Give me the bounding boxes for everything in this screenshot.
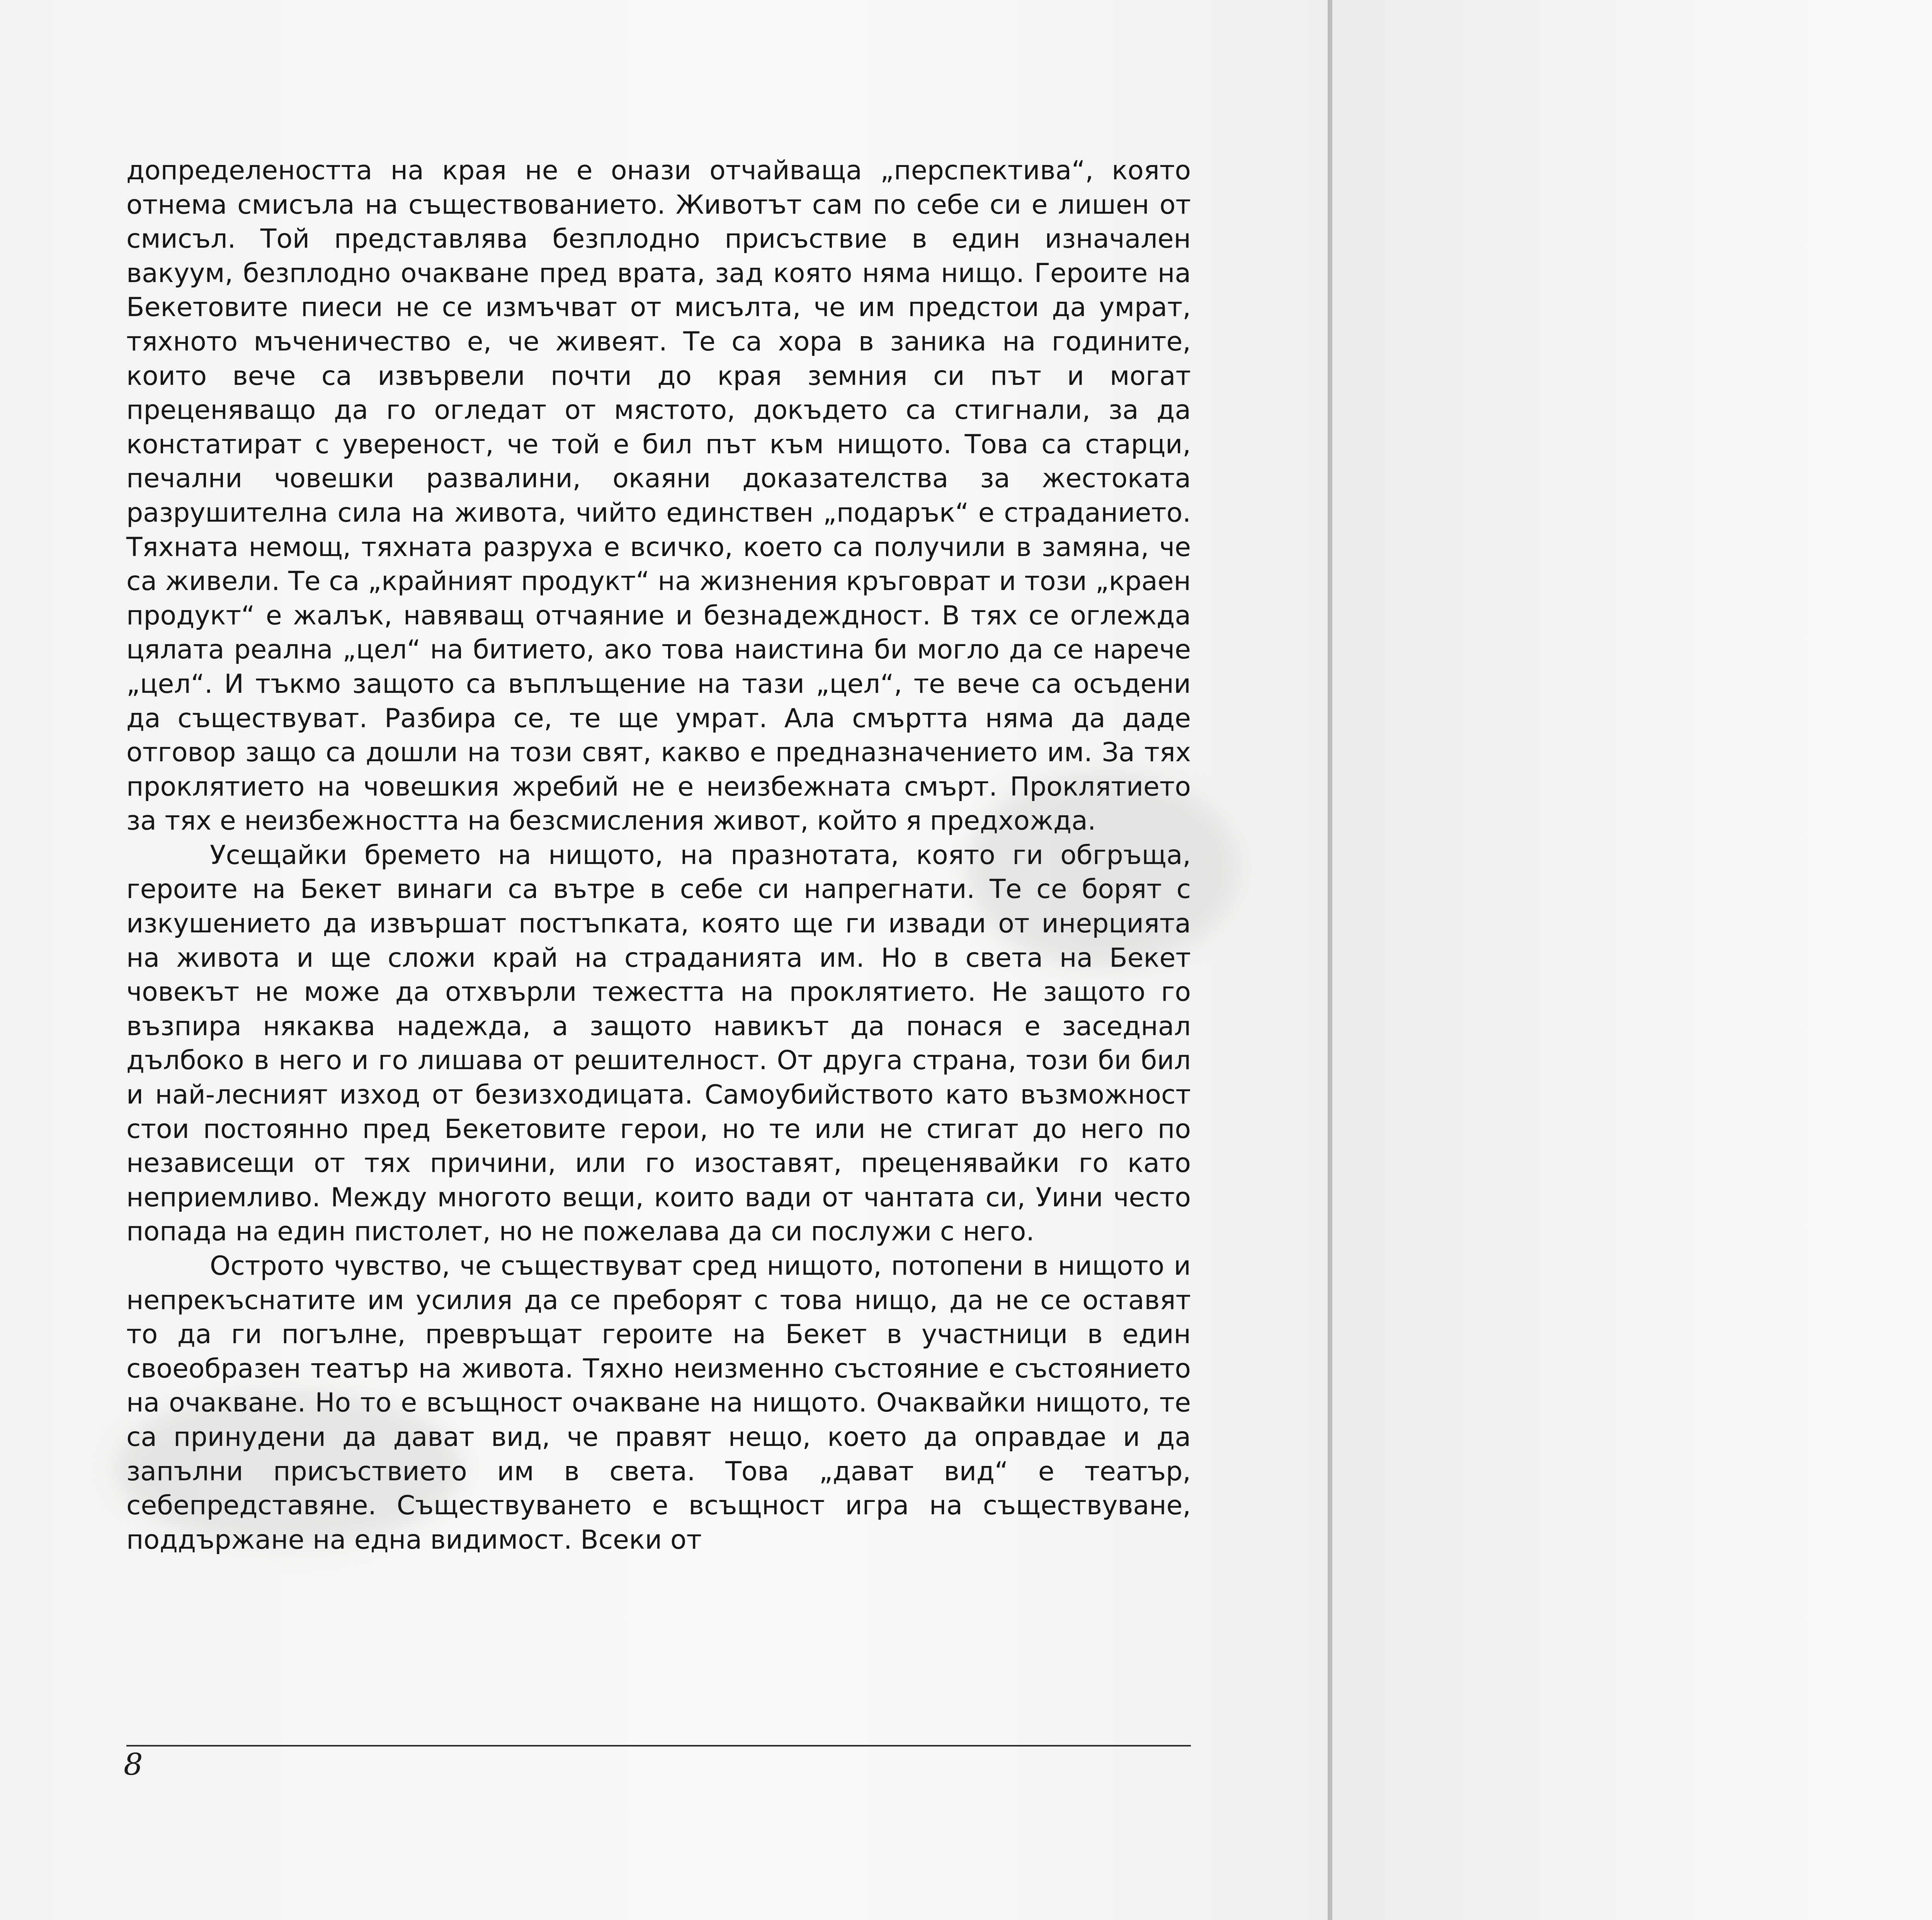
paragraph: Острото чувство, че съществуват сред нищото, потопени в нищото и непрекъснатите им усилия да се преборят с това нищо, да не се оставят то да ги погълне, превръщат героите на Бекет в участници в един своеобразен театър на живота. Тяхно неизменно състояние е състоянието на очакване. Но то е всъщност очакване на нищото. Очаквайки нищото, те са принудени да дават вид, че правят нещо, което да оправдае и да запълни присъствието им в света. Това „дават вид“ е театър, себепредставяне. Съществуването е всъщност игра на съществуване, поддържане на една видимост. Всеки от (126, 1251, 1191, 1555)
left-page-text (126, 154, 1191, 1557)
paragraph: Усещайки бремето на нищото, на празнотата, която ги обгръща, героите на Бекет винаги са вътре в себе си напрегнати. Те се борят с изкушението да извършат постъпката, която ще ги извади от инерцията на живота и ще сложи край на страданията им. Но в света на Бекет човекът не може да отхвърли тежестта на проклятието. Не защото го възпира някаква надежда, а защото навикът да понася е заседнал дълбоко в него и го лишава от решителност. От друга страна, този би бил и най-лесният изход от безизходицата. Самоубийството като възможност стои постоянно пред Бекетовите герои, но те или не стигат до него по независещи от тях причини, или го изоставят, преценявайки го като неприемливо. Между многото вещи, които вади от чантата си, Уини често попада на един пистолет, но не пожелава да си послужи с него. (126, 840, 1191, 1247)
paragraph: допределеността на края не е онази отчайваща „перспектива“, която отнема смисъла на съществованието. Животът сам по себе си е лишен от смисъл. Той представлява безплодно присъствие в един изначален вакуум, безплодно очакване пред врата, зад която няма нищо. Героите на Бекетовите пиеси не се измъчват от мисълта, че им предстои да умрат, тяхното мъченичество е, че живеят. Те са хора в заника на годините, които вече са извървели почти до края земния си път и могат преценяващо да го огледат от мястото, докъдето са стигнали, за да констатират с увереност, че той е бил път към нищото. Това са старци, печални човешки развалини, окаяни доказателства за жестоката разрушителна сила на живота, чийто единствен „подарък“ е страданието. Тяхната немощ, тяхната разруха е всичко, което са получили в замяна, че са живели. Те са „крайният продукт“ на жизнения кръговрат и този „краен продукт“ е жалък, навяващ отчаяние и безнадеждност. В тях се оглежда цялата реална „цел“ на битието, ако това наистина би могло да се нарече „цел“. И тъкмо защото са въплъщение на тази „цел“, те вече са осъдени да съществуват. Разбира се, те ще умрат. Ала смъртта няма да даде отговор защо са дошли на този свят, какво е предназначението им. За тях проклятието на човешкия жребий не е неизбежната смърт. Проклятието за тях е неизбежността на безсмисления живот, който я предхожда. (126, 155, 1191, 837)
right-page (1332, 0, 1932, 1920)
book-gutter (1328, 0, 1332, 1920)
page-number: 8 (124, 1747, 143, 1782)
footer-rule (126, 1745, 1191, 1747)
